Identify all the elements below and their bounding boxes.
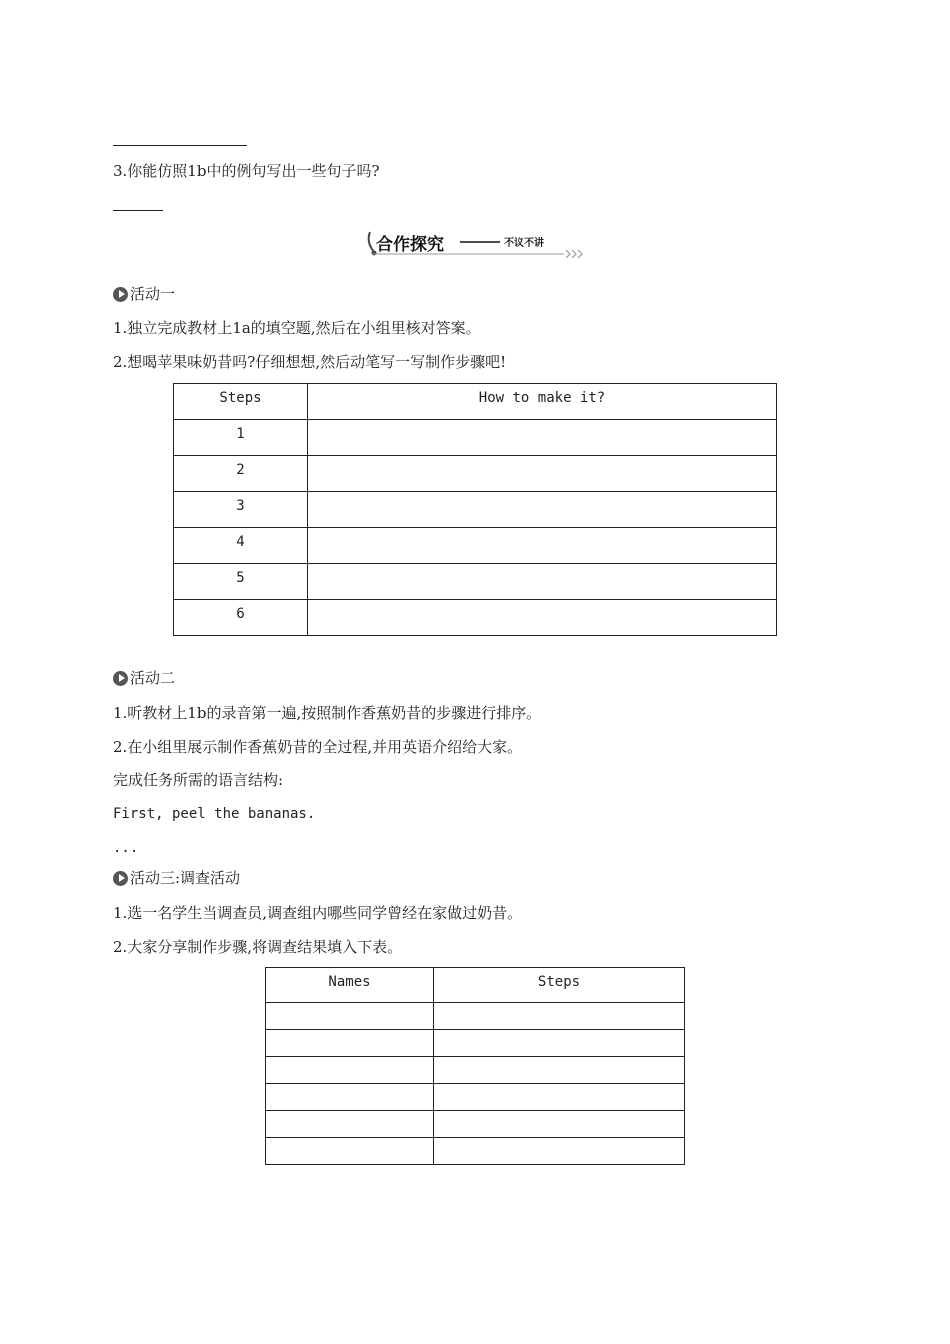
- table-row: [174, 564, 777, 600]
- name-cell[interactable]: [266, 1111, 434, 1138]
- banner-title: 合作探究: [376, 235, 444, 255]
- activity-2-item-1: 1.听教材上1b的录音第一遍,按照制作香蕉奶昔的步骤进行排序。: [113, 704, 542, 722]
- activity-1-heading: [113, 284, 175, 304]
- table-row: [266, 1111, 685, 1138]
- step-number: 3: [174, 492, 308, 528]
- table-row: [174, 492, 777, 528]
- step-number: 2: [174, 456, 308, 492]
- example-sentence: First, peel the bananas.: [113, 806, 316, 822]
- activity-1-title: 活动一: [130, 285, 176, 303]
- step-answer-cell[interactable]: [308, 564, 777, 600]
- name-cell[interactable]: [266, 1138, 434, 1165]
- table-row: [266, 1057, 685, 1084]
- table-row: [174, 528, 777, 564]
- table-row: [174, 600, 777, 636]
- names-header: Names: [266, 968, 434, 1003]
- banner-tag: 不议不讲: [504, 238, 544, 249]
- survey-table: [265, 967, 685, 1165]
- step-answer-cell[interactable]: [308, 600, 777, 636]
- activity-1-item-2: 2.想喝苹果味奶昔吗?仔细想想,然后动笔写一写制作步骤吧!: [113, 353, 507, 371]
- how-to-header: How to make it?: [308, 384, 777, 420]
- play-arrow-icon: [113, 287, 128, 302]
- activity-2-item-2: 2.在小组里展示制作香蕉奶昔的全过程,并用英语介绍给大家。: [113, 738, 523, 756]
- answer-line-1: [113, 145, 247, 146]
- name-cell[interactable]: [266, 1084, 434, 1111]
- step-answer-cell[interactable]: [308, 456, 777, 492]
- step-number: 1: [174, 420, 308, 456]
- activity-2-title: 活动二: [130, 669, 176, 687]
- table-row: [266, 1138, 685, 1165]
- step-answer-cell[interactable]: [308, 528, 777, 564]
- table-row: [266, 1084, 685, 1111]
- step-number: 5: [174, 564, 308, 600]
- activity-3-item-2: 2.大家分享制作步骤,将调查结果填入下表。: [113, 938, 403, 956]
- name-cell[interactable]: [266, 1030, 434, 1057]
- step-answer-cell[interactable]: [308, 420, 777, 456]
- name-cell[interactable]: [266, 1057, 434, 1084]
- table-header-row: [266, 968, 685, 1003]
- steps-cell[interactable]: [434, 1003, 685, 1030]
- steps-header: Steps: [174, 384, 308, 420]
- steps-cell[interactable]: [434, 1057, 685, 1084]
- steps-cell[interactable]: [434, 1138, 685, 1165]
- section-banner: [364, 226, 586, 258]
- table-row: [266, 1030, 685, 1057]
- steps-cell[interactable]: [434, 1084, 685, 1111]
- table-row: [266, 1003, 685, 1030]
- activity-3-heading: [113, 868, 240, 888]
- name-cell[interactable]: [266, 1003, 434, 1030]
- play-arrow-icon: [113, 671, 128, 686]
- answer-line-2: [113, 210, 163, 211]
- steps-cell[interactable]: [434, 1111, 685, 1138]
- question-3: 3.你能仿照1b中的例句写出一些句子吗?: [113, 162, 380, 180]
- table-row: [174, 420, 777, 456]
- table-header-row: [174, 384, 777, 420]
- activity-1-item-1: 1.独立完成教材上1a的填空题,然后在小组里核对答案。: [113, 319, 481, 337]
- ellipsis: ...: [113, 840, 139, 856]
- steps-table: [173, 383, 777, 636]
- structure-label: 完成任务所需的语言结构:: [113, 771, 284, 789]
- activity-3-title: 活动三:调查活动: [130, 869, 241, 887]
- table-row: [174, 456, 777, 492]
- step-answer-cell[interactable]: [308, 492, 777, 528]
- step-number: 6: [174, 600, 308, 636]
- survey-steps-header: Steps: [434, 968, 685, 1003]
- play-arrow-icon: [113, 871, 128, 886]
- steps-cell[interactable]: [434, 1030, 685, 1057]
- step-number: 4: [174, 528, 308, 564]
- activity-3-item-1: 1.选一名学生当调查员,调查组内哪些同学曾经在家做过奶昔。: [113, 904, 523, 922]
- activity-2-heading: [113, 668, 175, 688]
